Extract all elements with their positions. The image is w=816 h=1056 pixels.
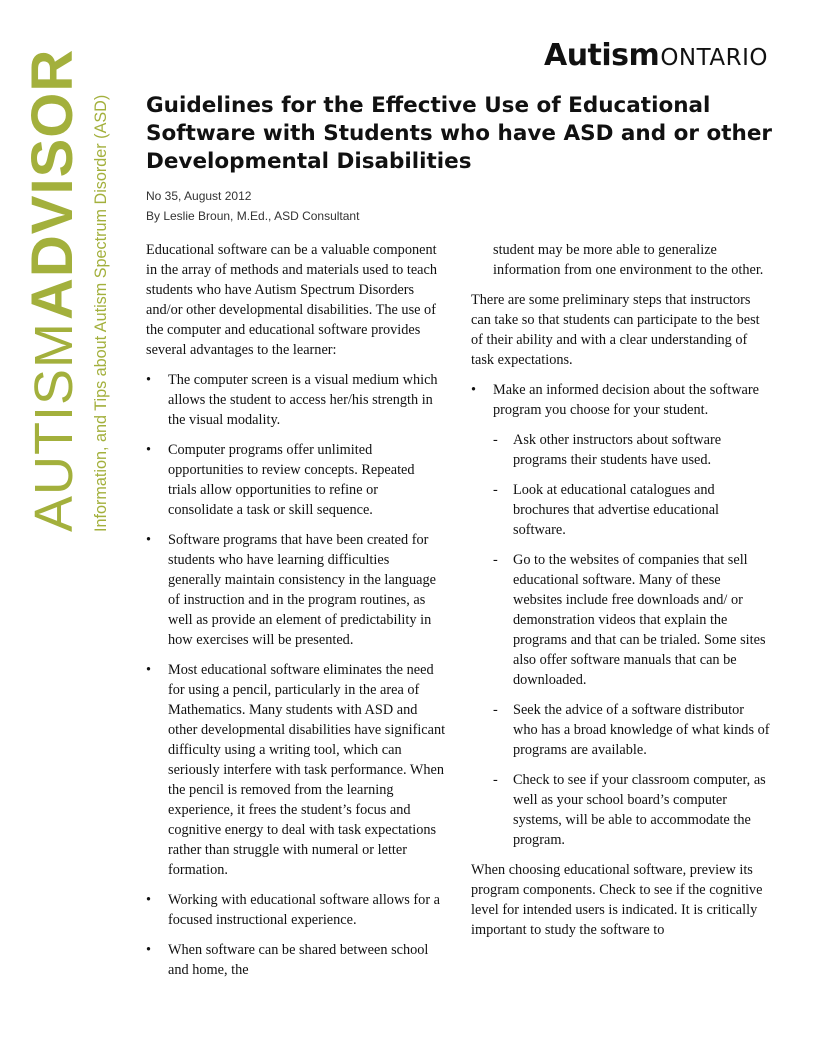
left-column <box>146 240 446 990</box>
bullet-marker: • <box>146 942 152 958</box>
list-item-text: Software programs that have been created for students who have learning difficulties generally maintain consistency in the language of instruction and in the program routines, as well as provide an element of predictability in how exercises will be presented. <box>168 532 436 648</box>
sub-list-item-text: Seek the advice of a software distributor who has a broad knowledge of what kinds of programs are available. <box>513 702 770 758</box>
dash-marker: - <box>493 702 498 718</box>
continued-list-text: student may be more able to generalize information from one environment to the other. <box>493 242 764 278</box>
article-title: Guidelines for the Effective Use of Educational Software with Students who have ASD and or other Developmental Disabilities <box>146 93 772 174</box>
sub-list-item-text: Go to the websites of companies that sell educational software. Many of these websites include free downloads and/ or demonstration videos that explain the programs and that can be trialed. Some sites also offer software manuals that can be downloaded. <box>513 552 766 688</box>
intro-paragraph: Educational software can be a valuable component in the array of methods and materials used to teach students who have Autism Spectrum Disorders and/or other developmental disabilities. The use of the computer and educational software provides several advantages to the learner: <box>146 242 437 358</box>
sub-list-item-text: Look at educational catalogues and brochures that advertise educational software. <box>513 482 720 538</box>
bullet-marker: • <box>146 532 152 548</box>
bullet-marker: • <box>146 442 152 458</box>
sub-list-item <box>493 430 771 470</box>
dash-marker: - <box>493 432 498 448</box>
list-item-text: When software can be shared between school and home, the <box>168 942 429 978</box>
dash-marker: - <box>493 552 498 568</box>
autism-ontario-logo <box>544 38 768 73</box>
sub-list-item-text: Check to see if your classroom computer, as well as your school board’s computer systems, will be able to accommodate the program. <box>513 772 766 848</box>
list-item <box>146 440 446 520</box>
list-item <box>146 370 446 430</box>
bullet-marker: • <box>146 892 152 908</box>
sub-list-item <box>493 550 771 690</box>
sub-list-item <box>493 480 771 540</box>
autism-advisor-sidebar <box>20 48 122 532</box>
article-meta <box>146 186 359 226</box>
list-item-text: Most educational software eliminates the need for using a pencil, particularly in the area of Mathematics. Many students with ASD and other developmental disabilities have significant difficulty using a writing tool, which can seriously interfere with task performance. When the pencil is removed from the learning experience, it frees the student’s focus and cognitive energy to deal with task expectations rather than struggle with numeral or letter formation. <box>168 662 446 878</box>
steps-paragraph: There are some preliminary steps that instructors can take so that students can participate to the best of their ability and with a clear understanding of task expectations. <box>471 292 760 368</box>
list-item <box>146 890 446 930</box>
list-item <box>146 530 446 650</box>
list-item-text: Working with educational software allows for a focused instructional experience. <box>168 892 440 928</box>
logo-autism-text: Autism <box>543 38 660 73</box>
dash-marker: - <box>493 772 498 788</box>
logo-ontario-text: ONTARIO <box>660 45 768 71</box>
sub-list-item <box>493 700 771 760</box>
bullet-marker: • <box>146 662 152 678</box>
sidebar-tagline: Information, and Tips about Autism Spectrum Disorder (ASD) <box>92 94 110 532</box>
list-item-text: Make an informed decision about the software program you choose for your student. <box>493 382 759 418</box>
list-item <box>146 940 446 980</box>
bullet-marker: • <box>471 382 477 398</box>
sidebar-advisor-word: ADVISOR <box>20 48 85 320</box>
sub-list-item <box>493 770 771 850</box>
list-item <box>471 380 771 420</box>
issue-number: No 35, August 2012 <box>146 189 252 203</box>
bullet-marker: • <box>146 372 152 388</box>
list-item-text: Computer programs offer unlimited opportunities to review concepts. Repeated trials allow opportunities to refine or consolidate a task or skill sequence. <box>168 442 415 518</box>
sidebar-masthead <box>20 48 86 532</box>
list-item <box>146 660 446 880</box>
byline: By Leslie Broun, M.Ed., ASD Consultant <box>146 209 360 223</box>
list-item-text: The computer screen is a visual medium which allows the student to access her/his strength in the visual modality. <box>168 372 438 428</box>
choosing-paragraph: When choosing educational software, preview its program components. Check to see if the cognitive level for intended users is indicated. It is critically important to study the software to <box>471 862 763 938</box>
right-column <box>471 240 771 950</box>
sidebar-autism-word: AUTISM <box>24 321 84 532</box>
sub-list-item-text: Ask other instructors about software programs their students have used. <box>513 432 722 468</box>
dash-marker: - <box>493 482 498 498</box>
